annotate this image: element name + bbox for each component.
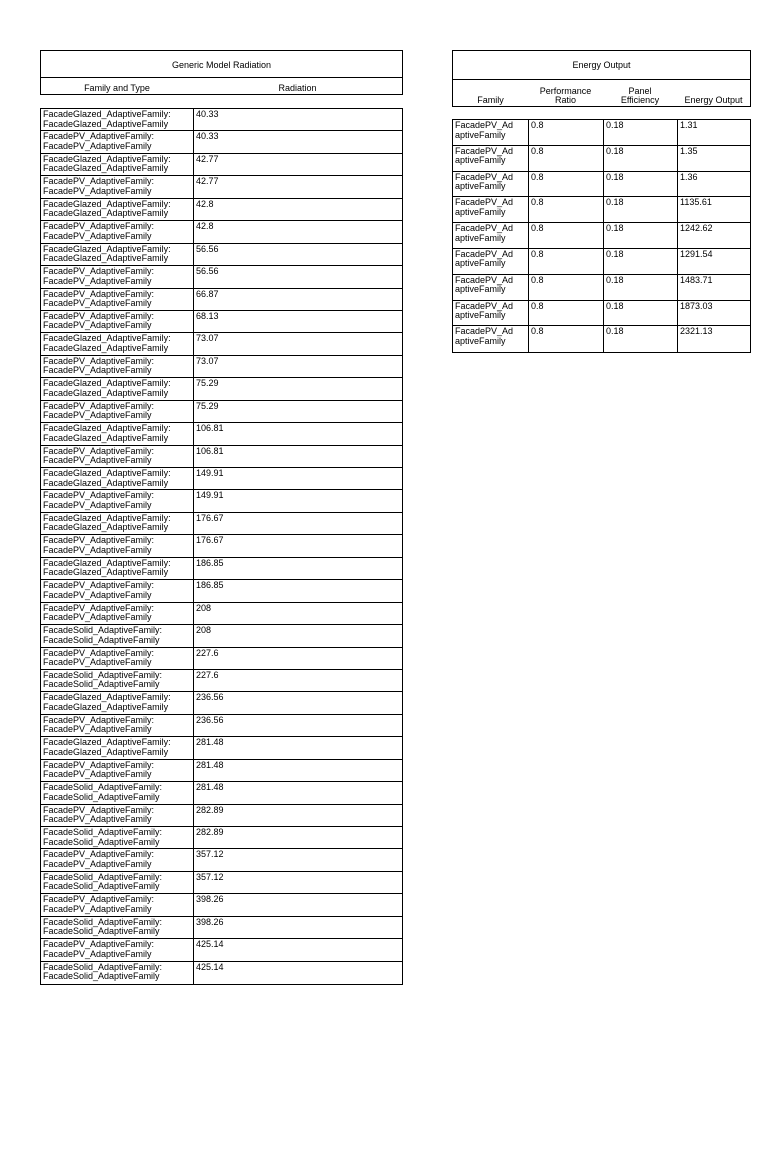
family-name: FacadeSolid_AdaptiveFamily:: [43, 669, 163, 680]
radiation-table-row[interactable]: [41, 199, 402, 221]
family-name: FacadePV_AdaptiveFamily:: [43, 288, 155, 299]
family-and-type-cell: [41, 311, 193, 332]
radiation-value-cell: 73.07: [193, 356, 402, 377]
family-and-type-cell: [41, 356, 193, 377]
family-name: FacadePV_AdaptiveFamily:: [43, 266, 155, 277]
radiation-table-row[interactable]: [41, 131, 402, 153]
radiation-value-cell: 75.29: [193, 378, 402, 399]
family-and-type-cell: [41, 760, 193, 781]
family-and-type-cell: [41, 558, 193, 579]
energy-family-line: aptiveFamily: [455, 335, 506, 346]
radiation-table-row[interactable]: [41, 580, 402, 602]
type-name: FacadeGlazed_AdaptiveFamily: [43, 567, 169, 578]
radiation-value-cell: 281.48: [193, 782, 402, 803]
family-and-type-cell: [41, 468, 193, 489]
energy-family-line: aptiveFamily: [455, 155, 506, 166]
radiation-table-row[interactable]: [41, 468, 402, 490]
panel-efficiency-cell: 0.18: [603, 223, 677, 248]
energy-output-cell: 2321.13: [677, 326, 750, 352]
type-name: FacadeSolid_AdaptiveFamily: [43, 679, 160, 690]
type-name: FacadeGlazed_AdaptiveFamily: [43, 387, 169, 398]
radiation-value-cell: 68.13: [193, 311, 402, 332]
radiation-value-cell: 236.56: [193, 692, 402, 713]
performance-ratio-cell: 0.8: [528, 249, 603, 274]
energy-family-cell: [453, 120, 528, 145]
column-header-panel-efficiency[interactable]: [603, 80, 677, 106]
family-and-type-cell: [41, 401, 193, 422]
performance-ratio-header-line-2: Ratio: [554, 95, 576, 105]
type-name: FacadePV_AdaptiveFamily: [43, 275, 152, 286]
type-name: FacadePV_AdaptiveFamily: [43, 499, 152, 510]
radiation-value-cell: 208: [193, 625, 402, 646]
family-and-type-cell: [41, 244, 193, 265]
radiation-table-row[interactable]: [41, 603, 402, 625]
radiation-table-row[interactable]: [41, 648, 402, 670]
energy-output-cell: 1135.61: [677, 197, 750, 222]
radiation-value-cell: 56.56: [193, 266, 402, 287]
family-name: FacadeSolid_AdaptiveFamily:: [43, 916, 163, 927]
type-name: FacadePV_AdaptiveFamily: [43, 320, 152, 331]
family-name: FacadeGlazed_AdaptiveFamily:: [43, 692, 171, 703]
radiation-table-row[interactable]: [41, 782, 402, 804]
energy-family-line: aptiveFamily: [455, 206, 506, 217]
energy-family-line: aptiveFamily: [455, 284, 506, 295]
energy-family-line: FacadePV_Ad: [455, 274, 514, 285]
energy-family-cell: [453, 197, 528, 222]
radiation-table-row[interactable]: [41, 737, 402, 759]
family-name: FacadeGlazed_AdaptiveFamily:: [43, 198, 171, 209]
type-name: FacadePV_AdaptiveFamily: [43, 140, 152, 151]
family-name: FacadeGlazed_AdaptiveFamily:: [43, 153, 171, 164]
radiation-table-row[interactable]: [41, 625, 402, 647]
type-name: FacadeGlazed_AdaptiveFamily: [43, 432, 169, 443]
family-name: FacadeGlazed_AdaptiveFamily:: [43, 557, 171, 568]
panel-efficiency-cell: 0.18: [603, 146, 677, 171]
radiation-value-cell: 149.91: [193, 490, 402, 511]
radiation-value-cell: 106.81: [193, 446, 402, 467]
radiation-table-row[interactable]: [41, 244, 402, 266]
family-name: FacadeSolid_AdaptiveFamily:: [43, 782, 163, 793]
family-and-type-cell: [41, 805, 193, 826]
family-name: FacadeSolid_AdaptiveFamily:: [43, 871, 163, 882]
radiation-value-cell: 42.77: [193, 176, 402, 197]
family-and-type-cell: [41, 378, 193, 399]
family-and-type-cell: [41, 849, 193, 870]
type-name: FacadePV_AdaptiveFamily: [43, 858, 152, 869]
energy-table-row[interactable]: [453, 301, 750, 327]
panel-efficiency-header-line-2: Efficiency: [620, 95, 660, 105]
panel-efficiency-cell: 0.18: [603, 197, 677, 222]
family-name: FacadeSolid_AdaptiveFamily:: [43, 961, 163, 972]
family-name: FacadePV_AdaptiveFamily:: [43, 580, 155, 591]
radiation-value-cell: 281.48: [193, 737, 402, 758]
type-name: FacadeGlazed_AdaptiveFamily: [43, 746, 169, 757]
energy-family-line: FacadePV_Ad: [455, 120, 514, 130]
type-name: FacadePV_AdaptiveFamily: [43, 769, 152, 780]
radiation-value-cell: 56.56: [193, 244, 402, 265]
radiation-value-cell: 186.85: [193, 558, 402, 579]
type-name: FacadePV_AdaptiveFamily: [43, 657, 152, 667]
energy-table-row[interactable]: [453, 146, 750, 172]
energy-family-line: aptiveFamily: [455, 310, 506, 321]
column-header-radiation[interactable]: Radiation: [278, 83, 317, 93]
energy-table-row[interactable]: [453, 172, 750, 198]
radiation-table-row[interactable]: [41, 446, 402, 468]
column-header-family[interactable]: Family: [477, 95, 504, 105]
energy-family-line: FacadePV_Ad: [455, 197, 514, 208]
type-name: FacadePV_AdaptiveFamily: [43, 589, 152, 600]
radiation-table-row[interactable]: [41, 670, 402, 692]
type-name: FacadePV_AdaptiveFamily: [43, 612, 152, 623]
radiation-table-row[interactable]: [41, 333, 402, 355]
radiation-value-cell: 357.12: [193, 849, 402, 870]
family-and-type-cell: [41, 109, 193, 130]
radiation-table-row[interactable]: [41, 401, 402, 423]
energy-table-row[interactable]: [453, 197, 750, 223]
type-name: FacadeGlazed_AdaptiveFamily: [43, 208, 169, 219]
family-and-type-cell: [41, 782, 193, 803]
radiation-value-cell: 186.85: [193, 580, 402, 601]
family-name: FacadePV_AdaptiveFamily:: [43, 490, 155, 501]
type-name: FacadePV_AdaptiveFamily: [43, 230, 152, 241]
family-name: FacadeGlazed_AdaptiveFamily:: [43, 512, 171, 523]
energy-output-cell: 1873.03: [677, 301, 750, 326]
family-and-type-cell: [41, 917, 193, 938]
radiation-value-cell: 40.33: [193, 109, 402, 130]
family-and-type-cell: [41, 715, 193, 736]
family-and-type-cell: [41, 692, 193, 713]
radiation-value-cell: 106.81: [193, 423, 402, 444]
radiation-table-row[interactable]: [41, 917, 402, 939]
type-name: FacadeSolid_AdaptiveFamily: [43, 791, 160, 802]
energy-schedule-title: Energy Output: [572, 60, 631, 70]
radiation-value-cell: 227.6: [193, 670, 402, 691]
radiation-value-cell: 208: [193, 603, 402, 624]
radiation-value-cell: 398.26: [193, 917, 402, 938]
radiation-table-row[interactable]: [41, 715, 402, 737]
energy-table-row[interactable]: [453, 223, 750, 249]
performance-ratio-cell: 0.8: [528, 146, 603, 171]
radiation-column-header-row: [41, 77, 402, 94]
performance-ratio-cell: 0.8: [528, 172, 603, 197]
radiation-value-cell: 40.33: [193, 131, 402, 152]
family-name: FacadePV_AdaptiveFamily:: [43, 310, 155, 321]
radiation-table-row[interactable]: [41, 535, 402, 557]
family-and-type-cell: [41, 513, 193, 534]
energy-output-cell: 1.31: [677, 120, 750, 145]
radiation-table-row[interactable]: [41, 872, 402, 894]
type-name: FacadeGlazed_AdaptiveFamily: [43, 477, 169, 488]
type-name: FacadeSolid_AdaptiveFamily: [43, 926, 160, 937]
panel-efficiency-header-line-1: Panel: [628, 86, 652, 96]
radiation-table-row[interactable]: [41, 849, 402, 871]
radiation-value-cell: 75.29: [193, 401, 402, 422]
family-name: FacadePV_AdaptiveFamily:: [43, 602, 155, 613]
radiation-value-cell: 176.67: [193, 513, 402, 534]
family-and-type-cell: [41, 289, 193, 310]
radiation-value-cell: 425.14: [193, 962, 402, 984]
energy-schedule-header: [452, 50, 751, 107]
type-name: FacadeGlazed_AdaptiveFamily: [43, 701, 169, 712]
radiation-table-row[interactable]: [41, 176, 402, 198]
radiation-value-cell: 425.14: [193, 939, 402, 960]
family-name: FacadePV_AdaptiveFamily:: [43, 849, 155, 860]
panel-efficiency-cell: 0.18: [603, 120, 677, 145]
energy-output-cell: 1242.62: [677, 223, 750, 248]
panel-efficiency-cell: 0.18: [603, 326, 677, 352]
radiation-value-cell: 42.8: [193, 199, 402, 220]
family-and-type-cell: [41, 827, 193, 848]
performance-ratio-header-line-1: Performance: [539, 86, 592, 96]
family-and-type-cell: [41, 648, 193, 669]
type-name: FacadeGlazed_AdaptiveFamily: [43, 163, 169, 174]
energy-output-cell: 1.35: [677, 146, 750, 171]
type-name: FacadePV_AdaptiveFamily: [43, 724, 152, 735]
family-name: FacadeGlazed_AdaptiveFamily:: [43, 243, 171, 254]
radiation-value-cell: 42.77: [193, 154, 402, 175]
type-name: FacadeSolid_AdaptiveFamily: [43, 634, 160, 645]
energy-family-line: FacadePV_Ad: [455, 300, 514, 311]
column-header-family-and-type[interactable]: Family and Type: [84, 83, 150, 93]
radiation-schedule-header: [40, 50, 403, 95]
energy-family-line: aptiveFamily: [455, 258, 506, 269]
performance-ratio-cell: 0.8: [528, 223, 603, 248]
type-name: FacadeSolid_AdaptiveFamily: [43, 836, 160, 847]
type-name: FacadePV_AdaptiveFamily: [43, 455, 152, 466]
column-header-energy-output[interactable]: Energy Output: [684, 95, 743, 105]
radiation-table-row[interactable]: [41, 894, 402, 916]
radiation-table-row[interactable]: [41, 423, 402, 445]
family-name: FacadePV_AdaptiveFamily:: [43, 221, 155, 232]
family-and-type-cell: [41, 176, 193, 197]
type-name: FacadeSolid_AdaptiveFamily: [43, 881, 160, 892]
radiation-table-row[interactable]: [41, 378, 402, 400]
energy-column-header-row: [453, 79, 750, 106]
family-and-type-cell: [41, 221, 193, 242]
radiation-table-row[interactable]: [41, 490, 402, 512]
radiation-value-cell: 398.26: [193, 894, 402, 915]
family-and-type-cell: [41, 199, 193, 220]
radiation-table-row[interactable]: [41, 311, 402, 333]
radiation-table-row[interactable]: [41, 221, 402, 243]
radiation-table-row[interactable]: [41, 558, 402, 580]
energy-family-line: aptiveFamily: [455, 232, 506, 243]
family-and-type-cell: [41, 131, 193, 152]
family-and-type-cell: [41, 535, 193, 556]
family-name: FacadePV_AdaptiveFamily:: [43, 714, 155, 725]
radiation-value-cell: 281.48: [193, 760, 402, 781]
family-name: FacadeGlazed_AdaptiveFamily:: [43, 423, 171, 434]
energy-family-cell: [453, 275, 528, 300]
type-name: FacadePV_AdaptiveFamily: [43, 298, 152, 308]
energy-family-cell: [453, 172, 528, 197]
performance-ratio-cell: 0.8: [528, 120, 603, 145]
radiation-table-row[interactable]: [41, 109, 402, 131]
radiation-table-row[interactable]: [41, 760, 402, 782]
family-name: FacadePV_AdaptiveFamily:: [43, 445, 155, 456]
radiation-table-row[interactable]: [41, 692, 402, 714]
radiation-table-row[interactable]: [41, 356, 402, 378]
energy-family-cell: [453, 146, 528, 171]
type-name: FacadeGlazed_AdaptiveFamily: [43, 118, 169, 129]
energy-output-cell: 1483.71: [677, 275, 750, 300]
energy-family-cell: [453, 249, 528, 274]
type-name: FacadePV_AdaptiveFamily: [43, 410, 152, 421]
family-and-type-cell: [41, 603, 193, 624]
family-and-type-cell: [41, 939, 193, 960]
radiation-value-cell: 227.6: [193, 648, 402, 669]
panel-efficiency-cell: 0.18: [603, 301, 677, 326]
radiation-value-cell: 236.56: [193, 715, 402, 736]
panel-efficiency-cell: 0.18: [603, 275, 677, 300]
type-name: FacadePV_AdaptiveFamily: [43, 948, 152, 959]
column-header-performance-ratio[interactable]: [528, 80, 603, 106]
radiation-table-row[interactable]: [41, 939, 402, 961]
panel-efficiency-cell: 0.18: [603, 172, 677, 197]
radiation-schedule-title: Generic Model Radiation: [171, 60, 272, 70]
family-name: FacadeGlazed_AdaptiveFamily:: [43, 378, 171, 389]
radiation-table-body: [40, 108, 403, 985]
family-and-type-cell: [41, 894, 193, 915]
radiation-table-row[interactable]: [41, 289, 402, 311]
type-name: FacadePV_AdaptiveFamily: [43, 544, 152, 555]
family-and-type-cell: [41, 333, 193, 354]
family-name: FacadeGlazed_AdaptiveFamily:: [43, 737, 171, 748]
family-and-type-cell: [41, 737, 193, 758]
radiation-table-row[interactable]: [41, 805, 402, 827]
family-name: FacadePV_AdaptiveFamily:: [43, 647, 155, 658]
energy-family-cell: [453, 301, 528, 326]
family-name: FacadePV_AdaptiveFamily:: [43, 894, 155, 905]
radiation-value-cell: 149.91: [193, 468, 402, 489]
family-and-type-cell: [41, 446, 193, 467]
family-name: FacadePV_AdaptiveFamily:: [43, 535, 155, 546]
family-and-type-cell: [41, 266, 193, 287]
radiation-value-cell: 282.89: [193, 827, 402, 848]
family-and-type-cell: [41, 872, 193, 893]
energy-family-line: FacadePV_Ad: [455, 326, 514, 337]
radiation-table-row[interactable]: [41, 513, 402, 535]
energy-family-line: FacadePV_Ad: [455, 248, 514, 259]
family-name: FacadeSolid_AdaptiveFamily:: [43, 827, 163, 837]
performance-ratio-cell: 0.8: [528, 197, 603, 222]
family-name: FacadeGlazed_AdaptiveFamily:: [43, 333, 171, 344]
type-name: FacadePV_AdaptiveFamily: [43, 365, 152, 376]
energy-table-row[interactable]: [453, 120, 750, 146]
type-name: FacadeSolid_AdaptiveFamily: [43, 971, 160, 982]
family-name: FacadePV_AdaptiveFamily:: [43, 759, 155, 770]
family-name: FacadePV_AdaptiveFamily:: [43, 400, 155, 411]
panel-efficiency-cell: 0.18: [603, 249, 677, 274]
energy-family-line: FacadePV_Ad: [455, 223, 514, 234]
family-name: FacadeGlazed_AdaptiveFamily:: [43, 109, 171, 119]
type-name: FacadeGlazed_AdaptiveFamily: [43, 253, 169, 264]
energy-table-row[interactable]: [453, 326, 750, 352]
family-name: FacadePV_AdaptiveFamily:: [43, 176, 155, 187]
radiation-value-cell: 357.12: [193, 872, 402, 893]
family-name: FacadeSolid_AdaptiveFamily:: [43, 625, 163, 636]
radiation-table-row[interactable]: [41, 962, 402, 984]
family-name: FacadeGlazed_AdaptiveFamily:: [43, 468, 171, 478]
performance-ratio-cell: 0.8: [528, 301, 603, 326]
energy-output-cell: 1291.54: [677, 249, 750, 274]
family-and-type-cell: [41, 670, 193, 691]
type-name: FacadeGlazed_AdaptiveFamily: [43, 522, 169, 533]
type-name: FacadePV_AdaptiveFamily: [43, 903, 152, 914]
energy-family-cell: [453, 223, 528, 248]
family-and-type-cell: [41, 423, 193, 444]
family-name: FacadePV_AdaptiveFamily:: [43, 355, 155, 366]
energy-family-line: FacadePV_Ad: [455, 145, 514, 156]
radiation-value-cell: 282.89: [193, 805, 402, 826]
performance-ratio-cell: 0.8: [528, 275, 603, 300]
type-name: FacadePV_AdaptiveFamily: [43, 814, 152, 825]
energy-output-cell: 1.36: [677, 172, 750, 197]
family-and-type-cell: [41, 580, 193, 601]
radiation-value-cell: 73.07: [193, 333, 402, 354]
radiation-value-cell: 176.67: [193, 535, 402, 556]
family-name: FacadePV_AdaptiveFamily:: [43, 131, 155, 142]
energy-family-line: aptiveFamily: [455, 181, 506, 192]
radiation-value-cell: 66.87: [193, 289, 402, 310]
energy-table-row[interactable]: [453, 249, 750, 275]
energy-table-row[interactable]: [453, 275, 750, 301]
radiation-table-row[interactable]: [41, 266, 402, 288]
radiation-table-row[interactable]: [41, 827, 402, 849]
energy-family-line: aptiveFamily: [455, 129, 506, 140]
family-name: FacadePV_AdaptiveFamily:: [43, 804, 155, 815]
radiation-value-cell: 42.8: [193, 221, 402, 242]
performance-ratio-cell: 0.8: [528, 326, 603, 352]
family-and-type-cell: [41, 962, 193, 984]
family-and-type-cell: [41, 490, 193, 511]
energy-table-body: [452, 119, 751, 353]
family-and-type-cell: [41, 625, 193, 646]
family-and-type-cell: [41, 154, 193, 175]
radiation-table-row[interactable]: [41, 154, 402, 176]
type-name: FacadePV_AdaptiveFamily: [43, 185, 152, 196]
energy-family-cell: [453, 326, 528, 352]
energy-family-line: FacadePV_Ad: [455, 171, 514, 182]
type-name: FacadeGlazed_AdaptiveFamily: [43, 342, 169, 353]
family-name: FacadePV_AdaptiveFamily:: [43, 939, 155, 950]
